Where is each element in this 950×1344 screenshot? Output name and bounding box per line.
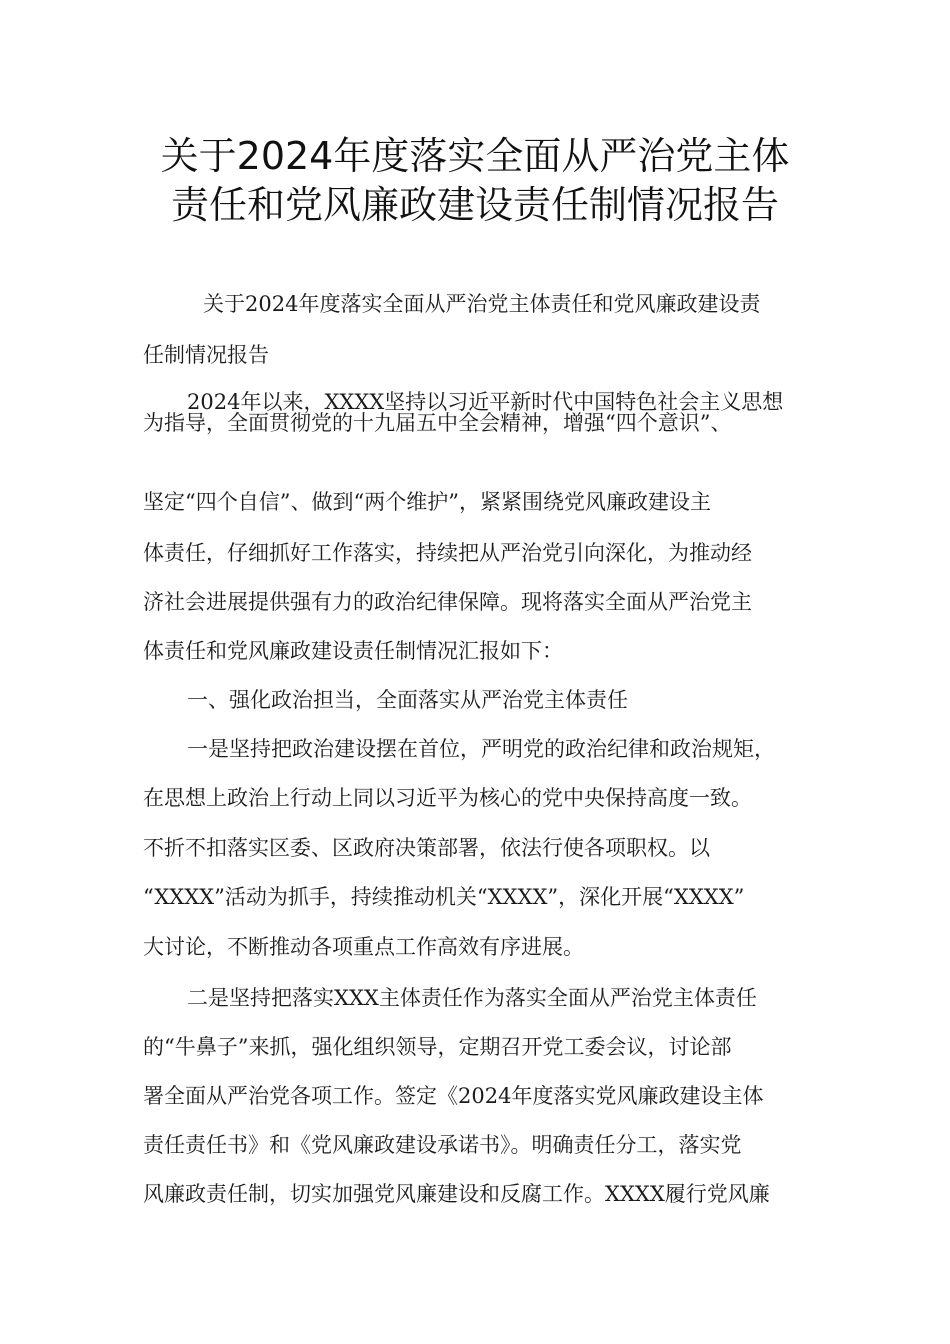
body-line: 2024年以来，XXXX坚持以习近平新时代中国特色社会主义思想 [166,390,784,414]
document-title-line-2: 责任和党风廉政建设责任制情况报告 [170,183,779,227]
body-line: “XXXX”活动为抓手，持续推动机关“XXXX”，深化开展“XXXX” [143,885,745,909]
body-line: 任制情况报告 [143,343,269,367]
section-heading: 一、强化政治担当，全面落实从严治党主体责任 [166,688,628,712]
body-line: 不折不扣落实区委、区政府决策部署，依法行使各项职权。以 [143,836,710,860]
body-line: 济社会进展提供强有力的政治纪律保障。现将落实全面从严治党主 [143,590,752,614]
body-line: 关于2024年度落实全面从严治党主体责任和党风廉政建设责 [182,292,761,316]
body-line: 责任责任书》和《党风廉政建设承诺书》。明确责任分工，落实党 [143,1133,742,1157]
body-line: 体责任和党风廉政建设责任制情况汇报如下： [143,639,563,663]
body-line: 的“牛鼻子”来抓，强化组织领导，定期召开党工委会议，讨论部 [143,1035,732,1059]
body-line: 风廉政责任制，切实加强党风廉建设和反腐工作。XXXX履行党风廉 [143,1182,770,1206]
body-line: 一是坚持把政治建设摆在首位，严明党的政治纪律和政治规矩， [166,737,775,761]
body-line: 署全面从严治党各项工作。签定《2024年度落实党风廉政建设主体 [143,1084,764,1108]
body-line: 体责任，仔细抓好工作落实，持续把从严治党引向深化，为推动经 [143,541,752,565]
body-line: 大讨论，不断推动各项重点工作高效有序进展。 [143,935,584,959]
body-line: 二是坚持把落实XXX主体责任作为落实全面从严治党主体责任 [166,986,757,1010]
body-line: 坚定“四个自信”、做到“两个维护”，紧紧围绕党风廉政建设主 [143,490,711,514]
document-title-line-1: 关于2024年度落实全面从严治党主体 [160,134,790,178]
body-line: 为指导，全面贯彻党的十九届五中全会精神，增强“四个意识”、 [143,411,732,435]
body-line: 在思想上政治上行动上同以习近平为核心的党中央保持高度一致。 [143,786,752,810]
